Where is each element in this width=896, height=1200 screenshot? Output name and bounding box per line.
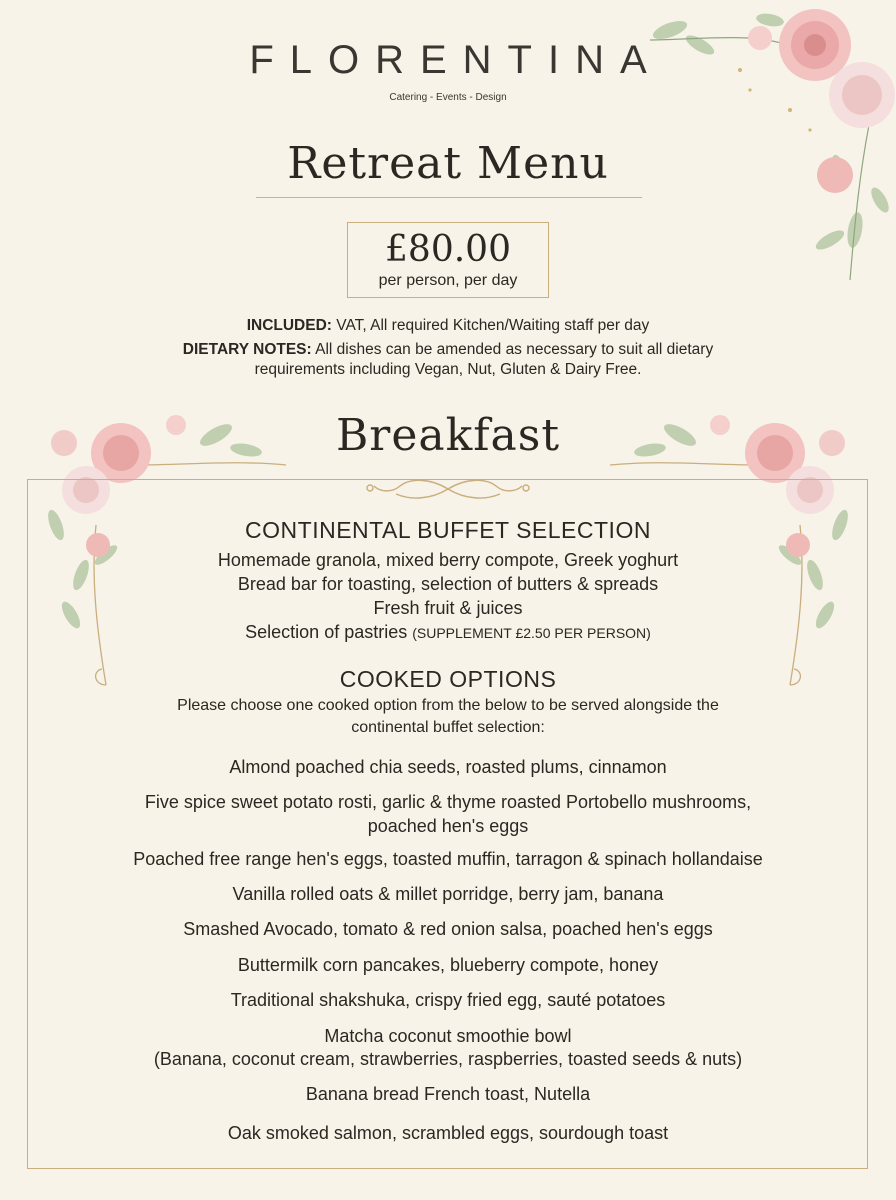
scroll-flourish — [360, 476, 536, 502]
price-box — [347, 222, 549, 298]
continental-item: Homemade granola, mixed berry compote, Greek yoghurt — [217, 550, 679, 570]
cooked-option: Poached free range hen's eggs, toasted muffin, tarragon & spinach hollandaise — [133, 849, 763, 869]
cooked-intro-line-2: continental buffet selection: — [351, 719, 545, 736]
included-label: INCLUDED: — [246, 317, 332, 334]
supplement-note: (SUPPLEMENT £2.50 PER PERSON) — [412, 625, 651, 641]
cooked-option-continued: poached hen's eggs — [367, 816, 529, 836]
cooked-heading: COOKED OPTIONS — [339, 666, 557, 692]
brand-tagline: Catering - Events - Design — [389, 92, 507, 103]
cooked-intro — [0, 695, 896, 739]
cooked-option: Banana bread French toast, Nutella — [305, 1084, 591, 1104]
brand-name: FLORENTINA — [249, 38, 663, 82]
continental-item-text: Selection of pastries — [245, 622, 413, 642]
continental-item: Bread bar for toasting, selection of butters & spreads — [237, 574, 659, 594]
cooked-option: Oak smoked salmon, scrambled eggs, sourdough toast — [227, 1123, 669, 1143]
cooked-option-detail: (Banana, coconut cream, strawberries, raspberries, toasted seeds & nuts) — [153, 1049, 743, 1069]
price-unit: per person, per day — [378, 272, 518, 289]
included-note — [0, 316, 896, 336]
section-title: Breakfast — [335, 410, 561, 461]
continental-item: Fresh fruit & juices — [373, 598, 523, 618]
included-text: VAT, All required Kitchen/Waiting staff per day — [331, 317, 650, 334]
price-amount: £80.00 — [385, 229, 511, 270]
dietary-text-line-1: All dishes can be amended as necessary to suit all dietary — [311, 341, 714, 358]
cooked-option: Five spice sweet potato rosti, garlic & thyme roasted Portobello mushrooms, — [144, 792, 752, 812]
cooked-option: Vanilla rolled oats & millet porridge, berry jam, banana — [232, 884, 664, 904]
cooked-option: Buttermilk corn pancakes, blueberry compote, honey — [237, 955, 659, 975]
continental-heading: CONTINENTAL BUFFET SELECTION — [245, 517, 651, 543]
cooked-option: Smashed Avocado, tomato & red onion salsa, poached hen's eggs — [183, 919, 713, 939]
dietary-note — [0, 340, 896, 380]
title-underline — [256, 197, 642, 198]
menu-title: Retreat Menu — [287, 138, 609, 189]
cooked-option: Matcha coconut smoothie bowl — [324, 1026, 572, 1046]
cooked-option: Traditional shakshuka, crispy fried egg, sauté potatoes — [230, 990, 666, 1010]
dietary-text-line-2: requirements including Vegan, Nut, Gluten & Dairy Free. — [254, 361, 642, 378]
dietary-label: DIETARY NOTES: — [182, 341, 312, 358]
cooked-intro-line-1: Please choose one cooked option from the below to be served alongside the — [177, 697, 719, 714]
continental-item — [0, 620, 896, 645]
cooked-option: Almond poached chia seeds, roasted plums, cinnamon — [229, 757, 667, 777]
